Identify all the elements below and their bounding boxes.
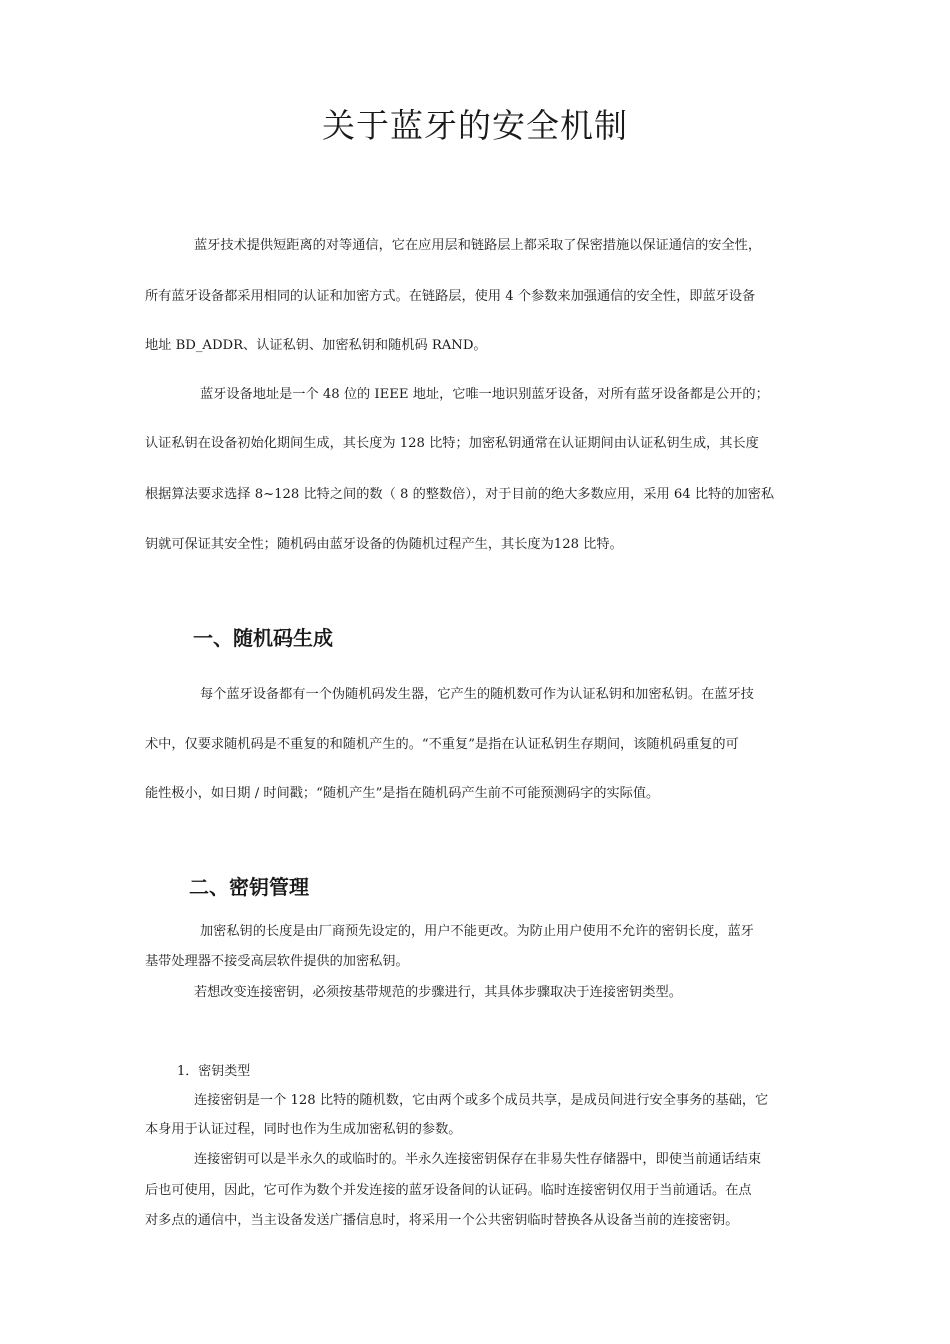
paragraph-line: 术中，仅要求随机码是不重复的和随机产生的。“不重复”是指在认证私钥生存期间，该随机码重复的可 (145, 737, 739, 752)
paragraph-line: 所有蓝牙设备都采用相同的认证和加密方式。在链路层，使用 4 个参数来加强通信的安全性，即蓝牙设备 (145, 289, 756, 304)
paragraph-line: 能性极小，如日期 / 时间戳；“随机产生”是指在随机码产生前不可能预测码字的实际值。 (145, 786, 660, 801)
section-heading: 一、随机码生成 (193, 626, 333, 650)
subsection-heading: 1．密钥类型 (177, 1064, 251, 1079)
paragraph-line: 对多点的通信中，当主设备发送广播信息时，将采用一个公共密钥临时替换各从设备当前的连接密钥。 (145, 1213, 739, 1228)
section-heading: 二、密钥管理 (189, 875, 309, 899)
paragraph-line: 地址 BD_ADDR、认证私钥、加密私钥和随机码 RAND。 (145, 338, 487, 353)
paragraph-line: 连接密钥可以是半永久的或临时的。半永久连接密钥保存在非易失性存储器中，即使当前通话结束 (194, 1152, 762, 1167)
paragraph-line: 蓝牙技术提供短距离的对等通信，它在应用层和链路层上都采取了保密措施以保证通信的安全性， (194, 238, 762, 253)
paragraph-line: 蓝牙设备地址是一个 48 位的 IEEE 地址，它唯一地识别蓝牙设备，对所有蓝牙设备都是公开的； (200, 387, 769, 402)
paragraph-line: 认证私钥在设备初始化期间生成，其长度为 128 比特；加密私钥通常在认证期间由认证私钥生成，其长度 (145, 436, 759, 451)
paragraph-line: 每个蓝牙设备都有一个伪随机码发生器，它产生的随机数可作为认证私钥和加密私钥。在蓝牙技 (200, 687, 754, 702)
paragraph-line: 若想改变连接密钥，必须按基带规范的步骤进行，其具体步骤取决于连接密钥类型。 (194, 985, 682, 1000)
paragraph-line: 后也可使用，因此，它可作为数个并发连接的蓝牙设备间的认证码。临时连接密钥仅用于当前通话。在点 (145, 1183, 752, 1198)
paragraph-line: 连接密钥是一个 128 比特的随机数，它由两个或多个成员共享，是成员间进行安全事务的基础，它 (194, 1093, 769, 1108)
document-title: 关于蓝牙的安全机制 (322, 106, 628, 145)
paragraph-line: 基带处理器不接受高层软件提供的加密私钥。 (145, 954, 409, 969)
paragraph-line: 钥就可保证其安全性；随机码由蓝牙设备的伪随机过程产生，其长度为128 比特。 (145, 537, 623, 552)
paragraph-line: 加密私钥的长度是由厂商预先设定的，用户不能更改。为防止用户使用不允许的密钥长度，蓝牙 (200, 924, 754, 939)
paragraph-line: 根据算法要求选择 8~128 比特之间的数（ 8 的整数倍），对于目前的绝大多数应用，采用 64 比特的加密私 (145, 487, 775, 502)
paragraph-line: 本身用于认证过程，同时也作为生成加密私钥的参数。 (145, 1122, 462, 1137)
